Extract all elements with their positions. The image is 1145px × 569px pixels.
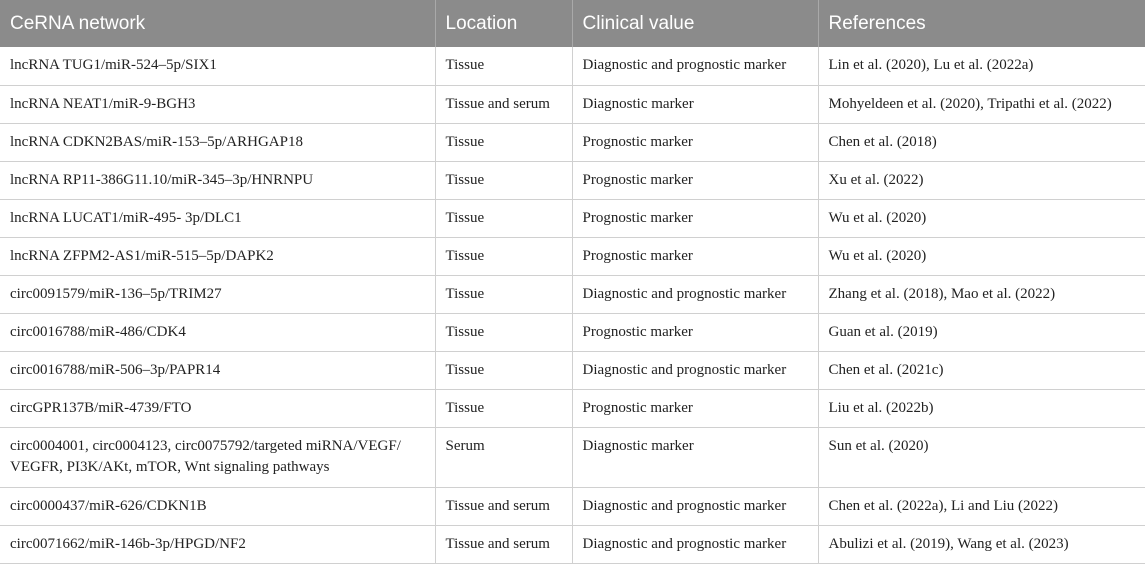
cell-cerna-network: circ0016788/miR-506–3p/PAPR14	[0, 351, 435, 389]
cell-clinical-value: Prognostic marker	[572, 199, 818, 237]
table-row	[0, 161, 1145, 199]
cell-location: Tissue	[435, 47, 572, 85]
cell-location: Tissue	[435, 313, 572, 351]
table-body	[0, 47, 1145, 563]
cell-cerna-network: circ0004001, circ0004123, circ0075792/targeted miRNA/VEGF/ VEGFR, PI3K/AKt, mTOR, Wnt signaling pathways	[0, 427, 435, 487]
cell-cerna-network: lncRNA LUCAT1/miR-495- 3p/DLC1	[0, 199, 435, 237]
cell-references: Lin et al. (2020), Lu et al. (2022a)	[818, 47, 1145, 85]
header-references: References	[818, 0, 1145, 47]
cell-references: Mohyeldeen et al. (2020), Tripathi et al. (2022)	[818, 85, 1145, 123]
cell-references: Guan et al. (2019)	[818, 313, 1145, 351]
cell-references: Zhang et al. (2018), Mao et al. (2022)	[818, 275, 1145, 313]
cell-location: Serum	[435, 427, 572, 487]
cell-location: Tissue	[435, 123, 572, 161]
cell-references: Xu et al. (2022)	[818, 161, 1145, 199]
cell-location: Tissue	[435, 161, 572, 199]
cell-cerna-network: circ0091579/miR-136–5p/TRIM27	[0, 275, 435, 313]
table-row	[0, 389, 1145, 427]
table-row	[0, 275, 1145, 313]
table-row	[0, 427, 1145, 487]
cell-cerna-network: lncRNA TUG1/miR-524–5p/SIX1	[0, 47, 435, 85]
cell-location: Tissue	[435, 275, 572, 313]
cell-clinical-value: Prognostic marker	[572, 161, 818, 199]
cell-references: Liu et al. (2022b)	[818, 389, 1145, 427]
table-row	[0, 47, 1145, 85]
table-row	[0, 351, 1145, 389]
cell-cerna-network: lncRNA CDKN2BAS/miR-153–5p/ARHGAP18	[0, 123, 435, 161]
cell-clinical-value: Prognostic marker	[572, 389, 818, 427]
header-location: Location	[435, 0, 572, 47]
cell-clinical-value: Diagnostic marker	[572, 85, 818, 123]
cell-references: Wu et al. (2020)	[818, 199, 1145, 237]
cell-clinical-value: Diagnostic and prognostic marker	[572, 47, 818, 85]
cell-location: Tissue and serum	[435, 85, 572, 123]
cell-cerna-network: lncRNA ZFPM2-AS1/miR-515–5p/DAPK2	[0, 237, 435, 275]
table-row	[0, 487, 1145, 525]
cell-cerna-network: circ0016788/miR-486/CDK4	[0, 313, 435, 351]
cell-clinical-value: Prognostic marker	[572, 313, 818, 351]
cell-clinical-value: Diagnostic and prognostic marker	[572, 275, 818, 313]
cell-cerna-network: circ0000437/miR-626/CDKN1B	[0, 487, 435, 525]
cell-cerna-network: lncRNA NEAT1/miR-9-BGH3	[0, 85, 435, 123]
table-row	[0, 123, 1145, 161]
table-header	[0, 0, 1145, 47]
cell-cerna-network: lncRNA RP11-386G11.10/miR-345–3p/HNRNPU	[0, 161, 435, 199]
cell-references: Sun et al. (2020)	[818, 427, 1145, 487]
cell-location: Tissue and serum	[435, 525, 572, 563]
cell-clinical-value: Diagnostic and prognostic marker	[572, 487, 818, 525]
header-cerna-network: CeRNA network	[0, 0, 435, 47]
cell-clinical-value: Prognostic marker	[572, 237, 818, 275]
cell-clinical-value: Diagnostic marker	[572, 427, 818, 487]
cell-references: Wu et al. (2020)	[818, 237, 1145, 275]
cell-location: Tissue	[435, 351, 572, 389]
table-row	[0, 525, 1145, 563]
table-row	[0, 313, 1145, 351]
cell-location: Tissue	[435, 389, 572, 427]
cell-cerna-network: circGPR137B/miR-4739/FTO	[0, 389, 435, 427]
table-row	[0, 237, 1145, 275]
cell-clinical-value: Diagnostic and prognostic marker	[572, 525, 818, 563]
header-row	[0, 0, 1145, 47]
cell-cerna-network: circ0071662/miR-146b-3p/HPGD/NF2	[0, 525, 435, 563]
cell-location: Tissue	[435, 199, 572, 237]
cell-location: Tissue	[435, 237, 572, 275]
cell-clinical-value: Diagnostic and prognostic marker	[572, 351, 818, 389]
cell-references: Chen et al. (2021c)	[818, 351, 1145, 389]
header-clinical-value: Clinical value	[572, 0, 818, 47]
cell-references: Chen et al. (2018)	[818, 123, 1145, 161]
cell-clinical-value: Prognostic marker	[572, 123, 818, 161]
table-row	[0, 85, 1145, 123]
table-row	[0, 199, 1145, 237]
cell-references: Chen et al. (2022a), Li and Liu (2022)	[818, 487, 1145, 525]
cell-location: Tissue and serum	[435, 487, 572, 525]
cell-references: Abulizi et al. (2019), Wang et al. (2023)	[818, 525, 1145, 563]
